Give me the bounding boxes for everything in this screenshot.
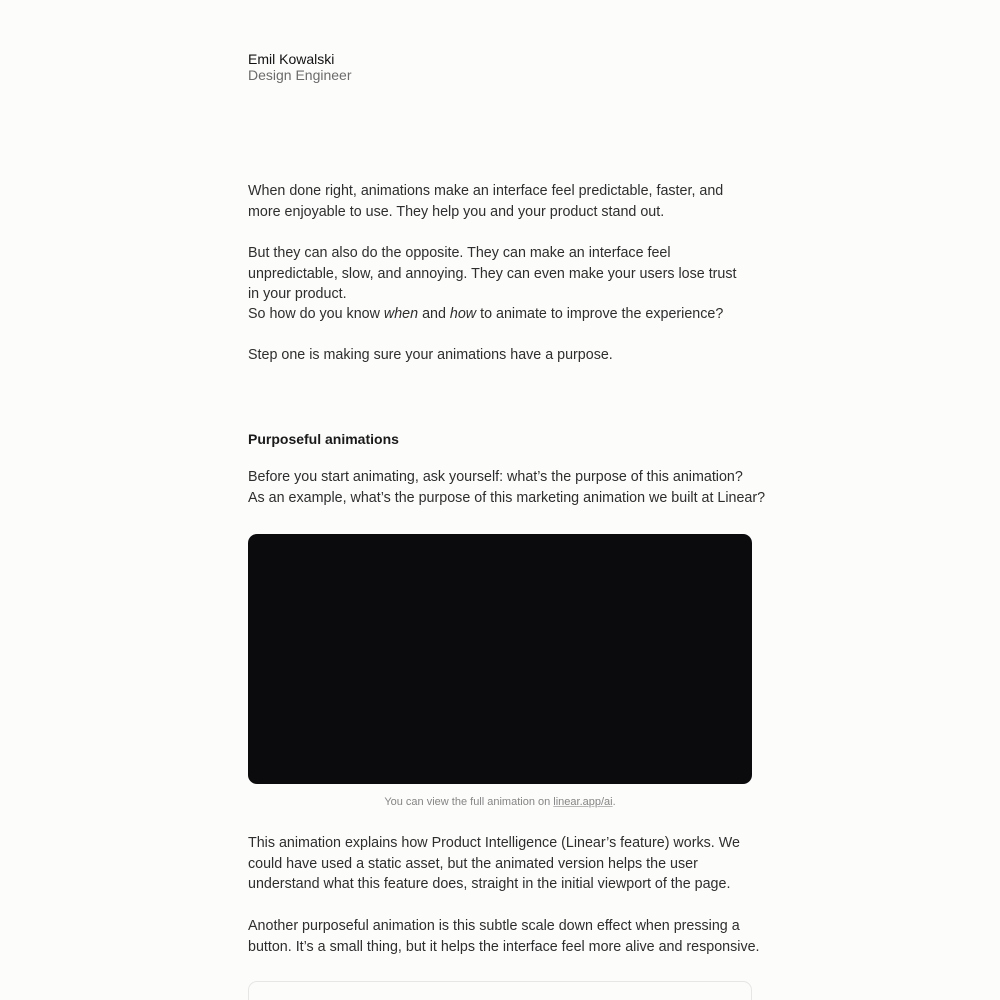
- intro-paragraph-4: Step one is making sure your animations have a purpose.: [248, 347, 613, 363]
- intro-p3-how: how: [449, 306, 477, 322]
- video-caption: [248, 796, 752, 808]
- intro-p3-and: and: [418, 306, 450, 322]
- section-paragraph-1: [248, 467, 768, 508]
- intro-paragraph-2: But they can also do the opposite. They can make an interface feel unpredictable, slow, and annoying. They can even make your users lose trust in your product.: [248, 245, 737, 303]
- animation-video[interactable]: [248, 534, 752, 784]
- intro-paragraph-1: When done right, animations make an interface feel predictable, faster, and more enjoyable to use. They help you and your product stand out.: [248, 183, 724, 220]
- intro-p3-text: So how do you know: [248, 306, 384, 322]
- section-p1-line2: As an example, what’s the purpose of this marketing animation we built at Linear?: [248, 489, 766, 506]
- section-p1-line1: Before you start animating, ask yourself: what’s the purpose of this animation?: [248, 469, 743, 485]
- intro-p3-after: to animate to improve the experience?: [476, 306, 724, 322]
- caption-link[interactable]: linear.app/ai: [553, 796, 613, 808]
- section-heading: Purposeful animations: [248, 431, 399, 447]
- author-role: Design Engineer: [248, 67, 352, 83]
- caption-text: You can view the full animation on: [384, 796, 554, 808]
- button-demo-box[interactable]: [248, 981, 752, 1000]
- section-paragraph-3: Another purposeful animation is this subtle scale down effect when pressing a button. It’s a small thing, but it helps the interface feel more alive and responsive.: [248, 918, 760, 955]
- author-name[interactable]: Emil Kowalski: [248, 51, 335, 67]
- intro-paragraph-3: [248, 304, 758, 325]
- author-block: [248, 51, 352, 83]
- section-paragraph-2: This animation explains how Product Intelligence (Linear’s feature) works. We could have used a static asset, but the animated version helps the user understand what this feature does, straight in the initial viewport of the page.: [248, 835, 740, 893]
- caption-end: .: [612, 796, 616, 808]
- intro-p3-when: when: [383, 306, 419, 322]
